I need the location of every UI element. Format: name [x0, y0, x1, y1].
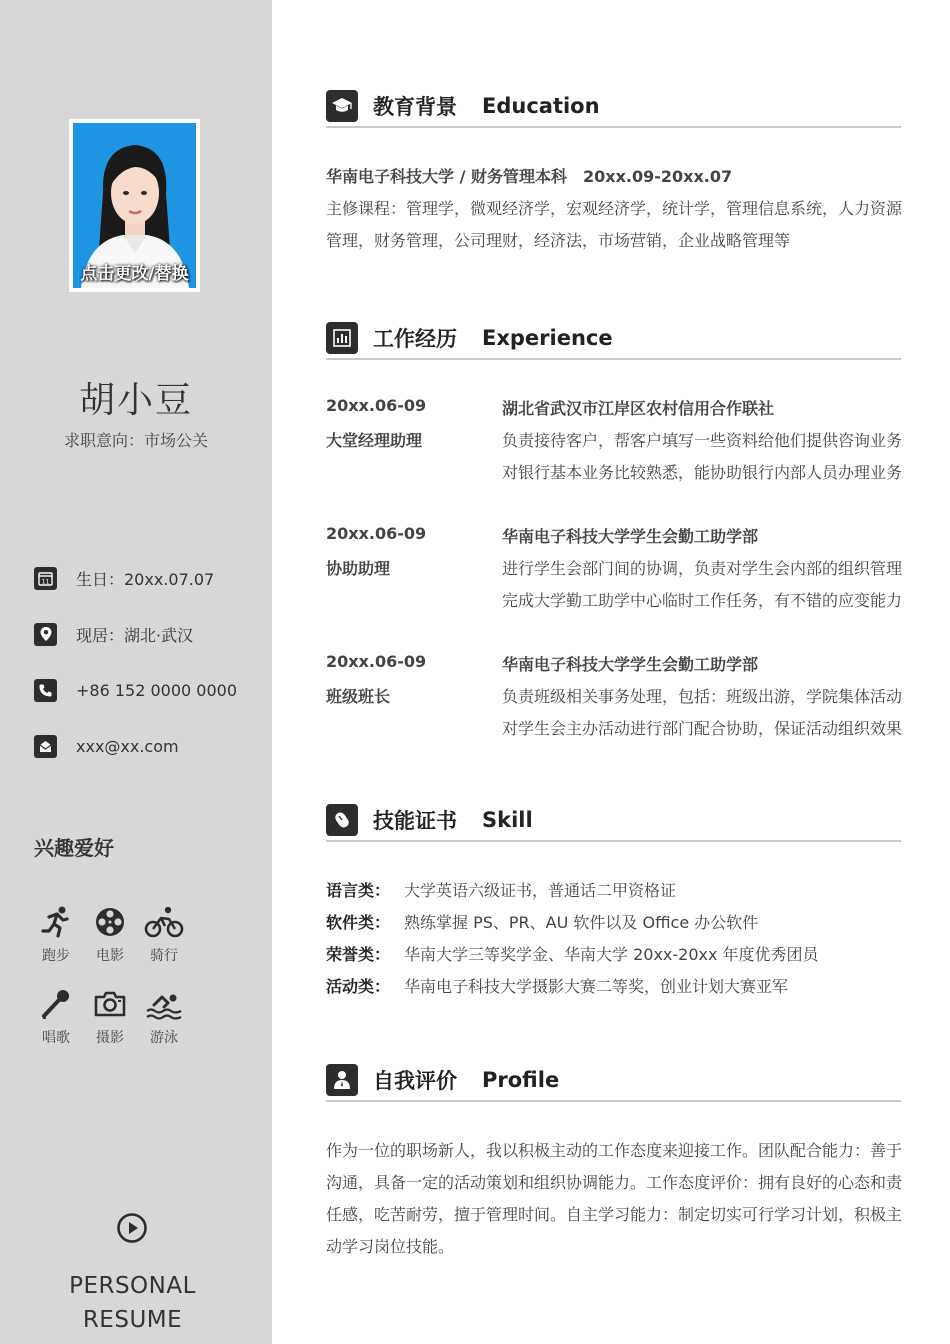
- section-title-zh: 工作经历: [373, 327, 457, 351]
- profile-photo[interactable]: [69, 119, 200, 292]
- hobby-label: 电影: [96, 948, 124, 964]
- experience-date: 20xx.06-09: [326, 524, 427, 543]
- hobbies-title: 兴趣爱好: [34, 836, 114, 860]
- hobby-swimming: [137, 987, 191, 1047]
- profile-header: [326, 1066, 901, 1102]
- experience-desc-line2: 对银行基本业务比较熟悉，能协助银行内部人员办理业务: [502, 463, 903, 482]
- contact-phone: [34, 678, 237, 702]
- profile-text-line: 任感，吃苦耐劳，擅于管理时间。自主学习能力：制定切实可行学习计划，积极主: [326, 1205, 903, 1224]
- experience-org: 湖北省武汉市江岸区农村信用合作联社: [502, 399, 775, 418]
- section-title-en: Experience: [482, 326, 613, 350]
- hobby-movies: [83, 905, 137, 965]
- hobby-cycling: [137, 905, 191, 965]
- svg-text:11: 11: [41, 578, 50, 585]
- section-title-zh: 技能证书: [373, 809, 457, 833]
- experience-desc-line2: 对学生会主办活动进行部门配合协助，保证活动组织效果: [502, 719, 903, 738]
- experience-date: 20xx.06-09: [326, 652, 427, 671]
- profile-text-line: 动学习岗位技能。: [326, 1237, 455, 1256]
- education-header: [326, 92, 901, 128]
- play-icon[interactable]: [116, 1212, 148, 1244]
- hobby-photography: [83, 987, 137, 1047]
- location-text: 现居：湖北·武汉: [76, 625, 194, 645]
- hobby-singing: [29, 987, 83, 1047]
- experience-date: 20xx.06-09: [326, 396, 427, 415]
- photo-frame: [73, 123, 196, 288]
- camera-icon: [93, 987, 127, 1021]
- hobby-label: 游泳: [150, 1030, 178, 1046]
- hobby-label: 骑行: [150, 948, 178, 964]
- hobby-running: [29, 905, 83, 965]
- section-title-en: Education: [482, 94, 600, 118]
- calendar-icon: [34, 567, 57, 590]
- section-title-zh: 自我评价: [373, 1069, 457, 1093]
- hobby-label: 摄影: [96, 1030, 124, 1046]
- skill-label: 软件类：: [326, 913, 391, 932]
- skill-text: 大学英语六级证书，普通话二甲资格证: [404, 881, 677, 900]
- skill-label: 语言类：: [326, 881, 391, 900]
- profile-text-line: 沟通，具备一定的活动策划和组织协调能力。工作态度评价：拥有良好的心态和责: [326, 1173, 903, 1192]
- email-text: xxx@xx.com: [76, 736, 179, 756]
- contact-birthday: [34, 566, 214, 590]
- section-title-en: Skill: [482, 808, 533, 832]
- mail-icon: [34, 735, 57, 758]
- education-courses-line1: 主修课程：管理学，微观经济学，宏观经济学，统计学，管理信息系统，人力资源: [326, 199, 903, 218]
- section-title-zh: 教育背景: [373, 95, 457, 119]
- skill-text: 熟练掌握 PS、PR、AU 软件以及 Office 办公软件: [404, 913, 759, 932]
- experience-role: 大堂经理助理: [326, 431, 423, 450]
- graduation-cap-icon: [326, 90, 358, 122]
- hobby-label: 跑步: [42, 948, 70, 964]
- experience-org: 华南电子科技大学学生会勤工助学部: [502, 655, 759, 674]
- bar-chart-icon: [326, 322, 358, 354]
- birthday-text: 生日：20xx.07.07: [76, 569, 215, 589]
- experience-desc-line1: 负责接待客户，帮客户填写一些资料给他们提供咨询业务: [502, 431, 903, 450]
- skill-text: 华南电子科技大学摄影大赛二等奖，创业计划大赛亚军: [404, 977, 789, 996]
- photo-caption[interactable]: 点击更改/替换: [80, 264, 189, 284]
- film-reel-icon: [93, 905, 127, 939]
- education-courses-line2: 管理，财务管理，公司理财，经济法，市场营销，企业战略管理等: [326, 231, 791, 250]
- person-icon: [326, 1064, 358, 1096]
- contact-location: [34, 622, 193, 646]
- microphone-icon: [39, 987, 73, 1021]
- skill-text: 华南大学三等奖学金、华南大学 20xx-20xx 年度优秀团员: [404, 945, 819, 964]
- mouse-icon: [326, 804, 358, 836]
- skill-label: 荣誉类：: [326, 945, 391, 964]
- experience-header: [326, 324, 901, 360]
- contact-email: [34, 734, 179, 758]
- experience-desc-line1: 负责班级相关事务处理，包括：班级出游，学院集体活动: [502, 687, 903, 706]
- section-title-en: Profile: [482, 1068, 560, 1092]
- job-intent: 求职意向：市场公关: [63, 431, 208, 450]
- sidebar: [0, 0, 272, 1344]
- hobby-label: 唱歌: [42, 1030, 70, 1046]
- location-icon: [34, 623, 57, 646]
- experience-desc-line2: 完成大学勤工助学中心临时工作任务，有不错的应变能力: [502, 591, 903, 610]
- profile-text-line: 作为一位的职场新人，我以积极主动的工作态度来迎接工作。团队配合能力：善于: [326, 1141, 903, 1160]
- experience-role: 协助助理: [326, 559, 391, 578]
- footer-personal: PERSONAL: [69, 1273, 196, 1299]
- bicycle-icon: [144, 905, 184, 939]
- candidate-name: 胡小豆: [78, 380, 193, 421]
- phone-icon: [34, 679, 57, 702]
- experience-org: 华南电子科技大学学生会勤工助学部: [502, 527, 759, 546]
- phone-text: +86 152 0000 0000: [76, 680, 237, 700]
- education-heading: 华南电子科技大学 / 财务管理本科 20xx.09-20xx.07: [326, 167, 733, 186]
- skill-header: [326, 806, 901, 842]
- skill-label: 活动类：: [326, 977, 391, 996]
- experience-desc-line1: 进行学生会部门间的协调，负责对学生会内部的组织管理: [502, 559, 903, 578]
- experience-role: 班级班长: [326, 687, 391, 706]
- running-icon: [39, 905, 73, 939]
- footer-resume: RESUME: [82, 1307, 183, 1333]
- swimming-icon: [144, 987, 184, 1021]
